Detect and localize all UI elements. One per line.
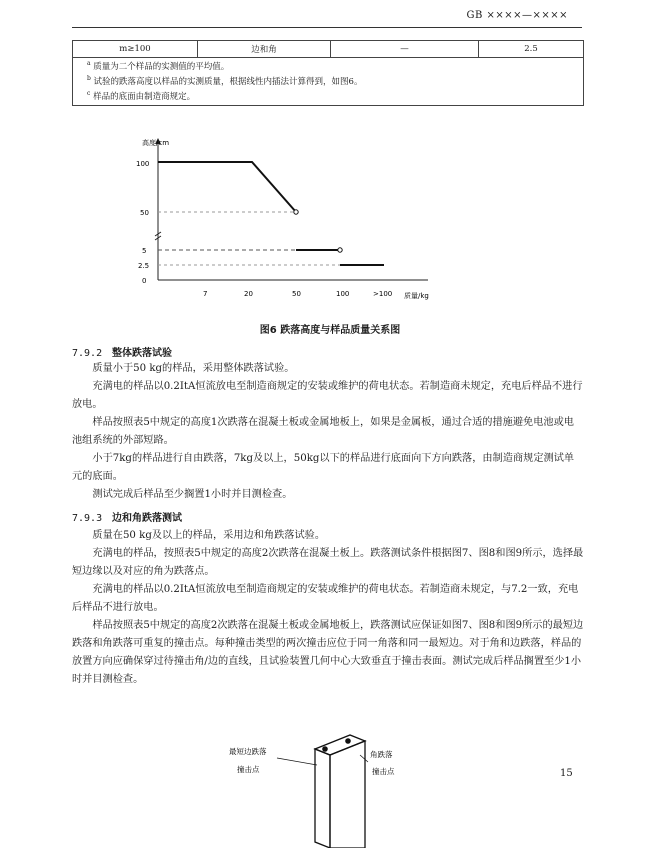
- note-mark: a: [87, 60, 91, 68]
- table-note-row: [73, 58, 584, 106]
- drop-height-chart: [128, 132, 448, 312]
- box-left-face: [315, 749, 330, 848]
- paragraph: 小于7kg的样品进行自由跌落，7kg及以上，50kg以下的样品进行底面向下方向跌落，由制造商规定测试单元的底面。: [72, 453, 575, 482]
- section-number: 7.9.2: [72, 348, 103, 359]
- paragraph: 充满电的样品以0.2ItA恒流放电至制造商规定的安装或维护的荷电状态。若制造商未规定，与7.2一致，充电后样品不进行放电。: [72, 584, 579, 613]
- open-end-point: [338, 248, 342, 252]
- note-mark: c: [87, 90, 91, 98]
- leader-line: [277, 758, 317, 765]
- series-whole-drop: [158, 162, 296, 212]
- x-tick-label: 20: [244, 290, 253, 298]
- table-row: [73, 41, 584, 58]
- y-tick-label: 50: [140, 209, 149, 217]
- diagram-label: 撞击点: [237, 765, 260, 774]
- table-note: 试验的跌落高度以样品的实测质量，根据线性内插法计算得到，如图6。: [93, 77, 363, 87]
- paragraph: 样品按照表5中规定的高度2次跌落在混凝土板或金属地板上，跌落测试应保证如图7、图8和图9所示的最短边跌落和角跌落可重复的撞击点。每种撞击类型的两次撞击应位于同一角落和同一最短边。对于角和边跌落，样品的放置方向应确保穿过待撞击角/边的直线，且试验装置几何中心大致垂直于撞击表面。测试完成后样品搁置至少1小时并目测检查。: [72, 620, 584, 685]
- paragraph: 质量小于50 kg的样品，采用整体跌落试验。: [92, 363, 295, 374]
- page-number: 15: [560, 768, 573, 779]
- x-tick-label: >100: [373, 290, 393, 298]
- x-tick-label: 50: [292, 290, 301, 298]
- section-title: 边和角跌落测试: [112, 513, 182, 524]
- paragraph: 质量在50 kg及以上的样品，采用边和角跌落试验。: [92, 530, 326, 541]
- box-front-face: [330, 741, 365, 848]
- open-end-point: [294, 210, 298, 214]
- y-tick-label: 2.5: [138, 262, 150, 270]
- x-tick-label: 100: [336, 290, 350, 298]
- impact-point: [345, 738, 351, 744]
- table-note: 质量为二个样品的实测值的平均值。: [93, 62, 230, 72]
- paragraph: 测试完成后样品至少搁置1小时并目测检查。: [92, 489, 293, 500]
- y-tick-label: 0: [142, 277, 147, 285]
- section-heading: [72, 344, 172, 359]
- table-cell-height: 2.5: [479, 41, 584, 58]
- y-tick-label: 100: [136, 160, 150, 168]
- figure-caption: 图6 跌落高度与样品质量关系图: [259, 325, 401, 336]
- x-tick-label: 7: [203, 290, 208, 298]
- paragraph: 充满电的样品以0.2ItA恒流放电至制造商规定的安装或维护的荷电状态。若制造商未规定，充电后样品不进行放电。: [72, 381, 583, 410]
- x-axis-label: 质量/kg: [404, 292, 429, 300]
- impact-point: [322, 746, 328, 752]
- section-heading: [72, 509, 182, 524]
- diagram-label: 角跌落: [370, 750, 393, 759]
- note-mark: b: [87, 75, 91, 83]
- table-cell-mass: m≥100: [73, 41, 198, 58]
- paragraph: 充满电的样品，按照表5中规定的高度2次跌落在混凝土板上。跌落测试条件根据图7、图8和图9所示，选择最短边缘以及对应的角为跌落点。: [72, 548, 584, 577]
- drop-height-table: [72, 40, 584, 106]
- standard-number: GB ××××—××××: [466, 10, 568, 21]
- table-notes: [73, 58, 584, 106]
- header-rule: [72, 27, 582, 28]
- table-note: 样品的底面由制造商规定。: [93, 92, 196, 102]
- paragraph: 样品按照表5中规定的高度1次跌落在混凝土板或金属地板上，如果是金属板，通过合适的措施避免电池或电池组系统的外部短路。: [72, 417, 574, 446]
- table-cell-drop-type: 边和角: [198, 41, 331, 58]
- edge-corner-drop-diagram: [225, 727, 425, 848]
- table-cell-dash: —: [331, 41, 479, 58]
- y-axis-label: 高度/cm: [142, 139, 170, 147]
- diagram-label: 撞击点: [372, 767, 395, 776]
- section-number: 7.9.3: [72, 513, 103, 524]
- diagram-label: 最短边跌落: [229, 747, 267, 756]
- section-title: 整体跌落试验: [112, 348, 172, 359]
- y-tick-label: 5: [142, 247, 147, 255]
- leader-line: [360, 755, 368, 762]
